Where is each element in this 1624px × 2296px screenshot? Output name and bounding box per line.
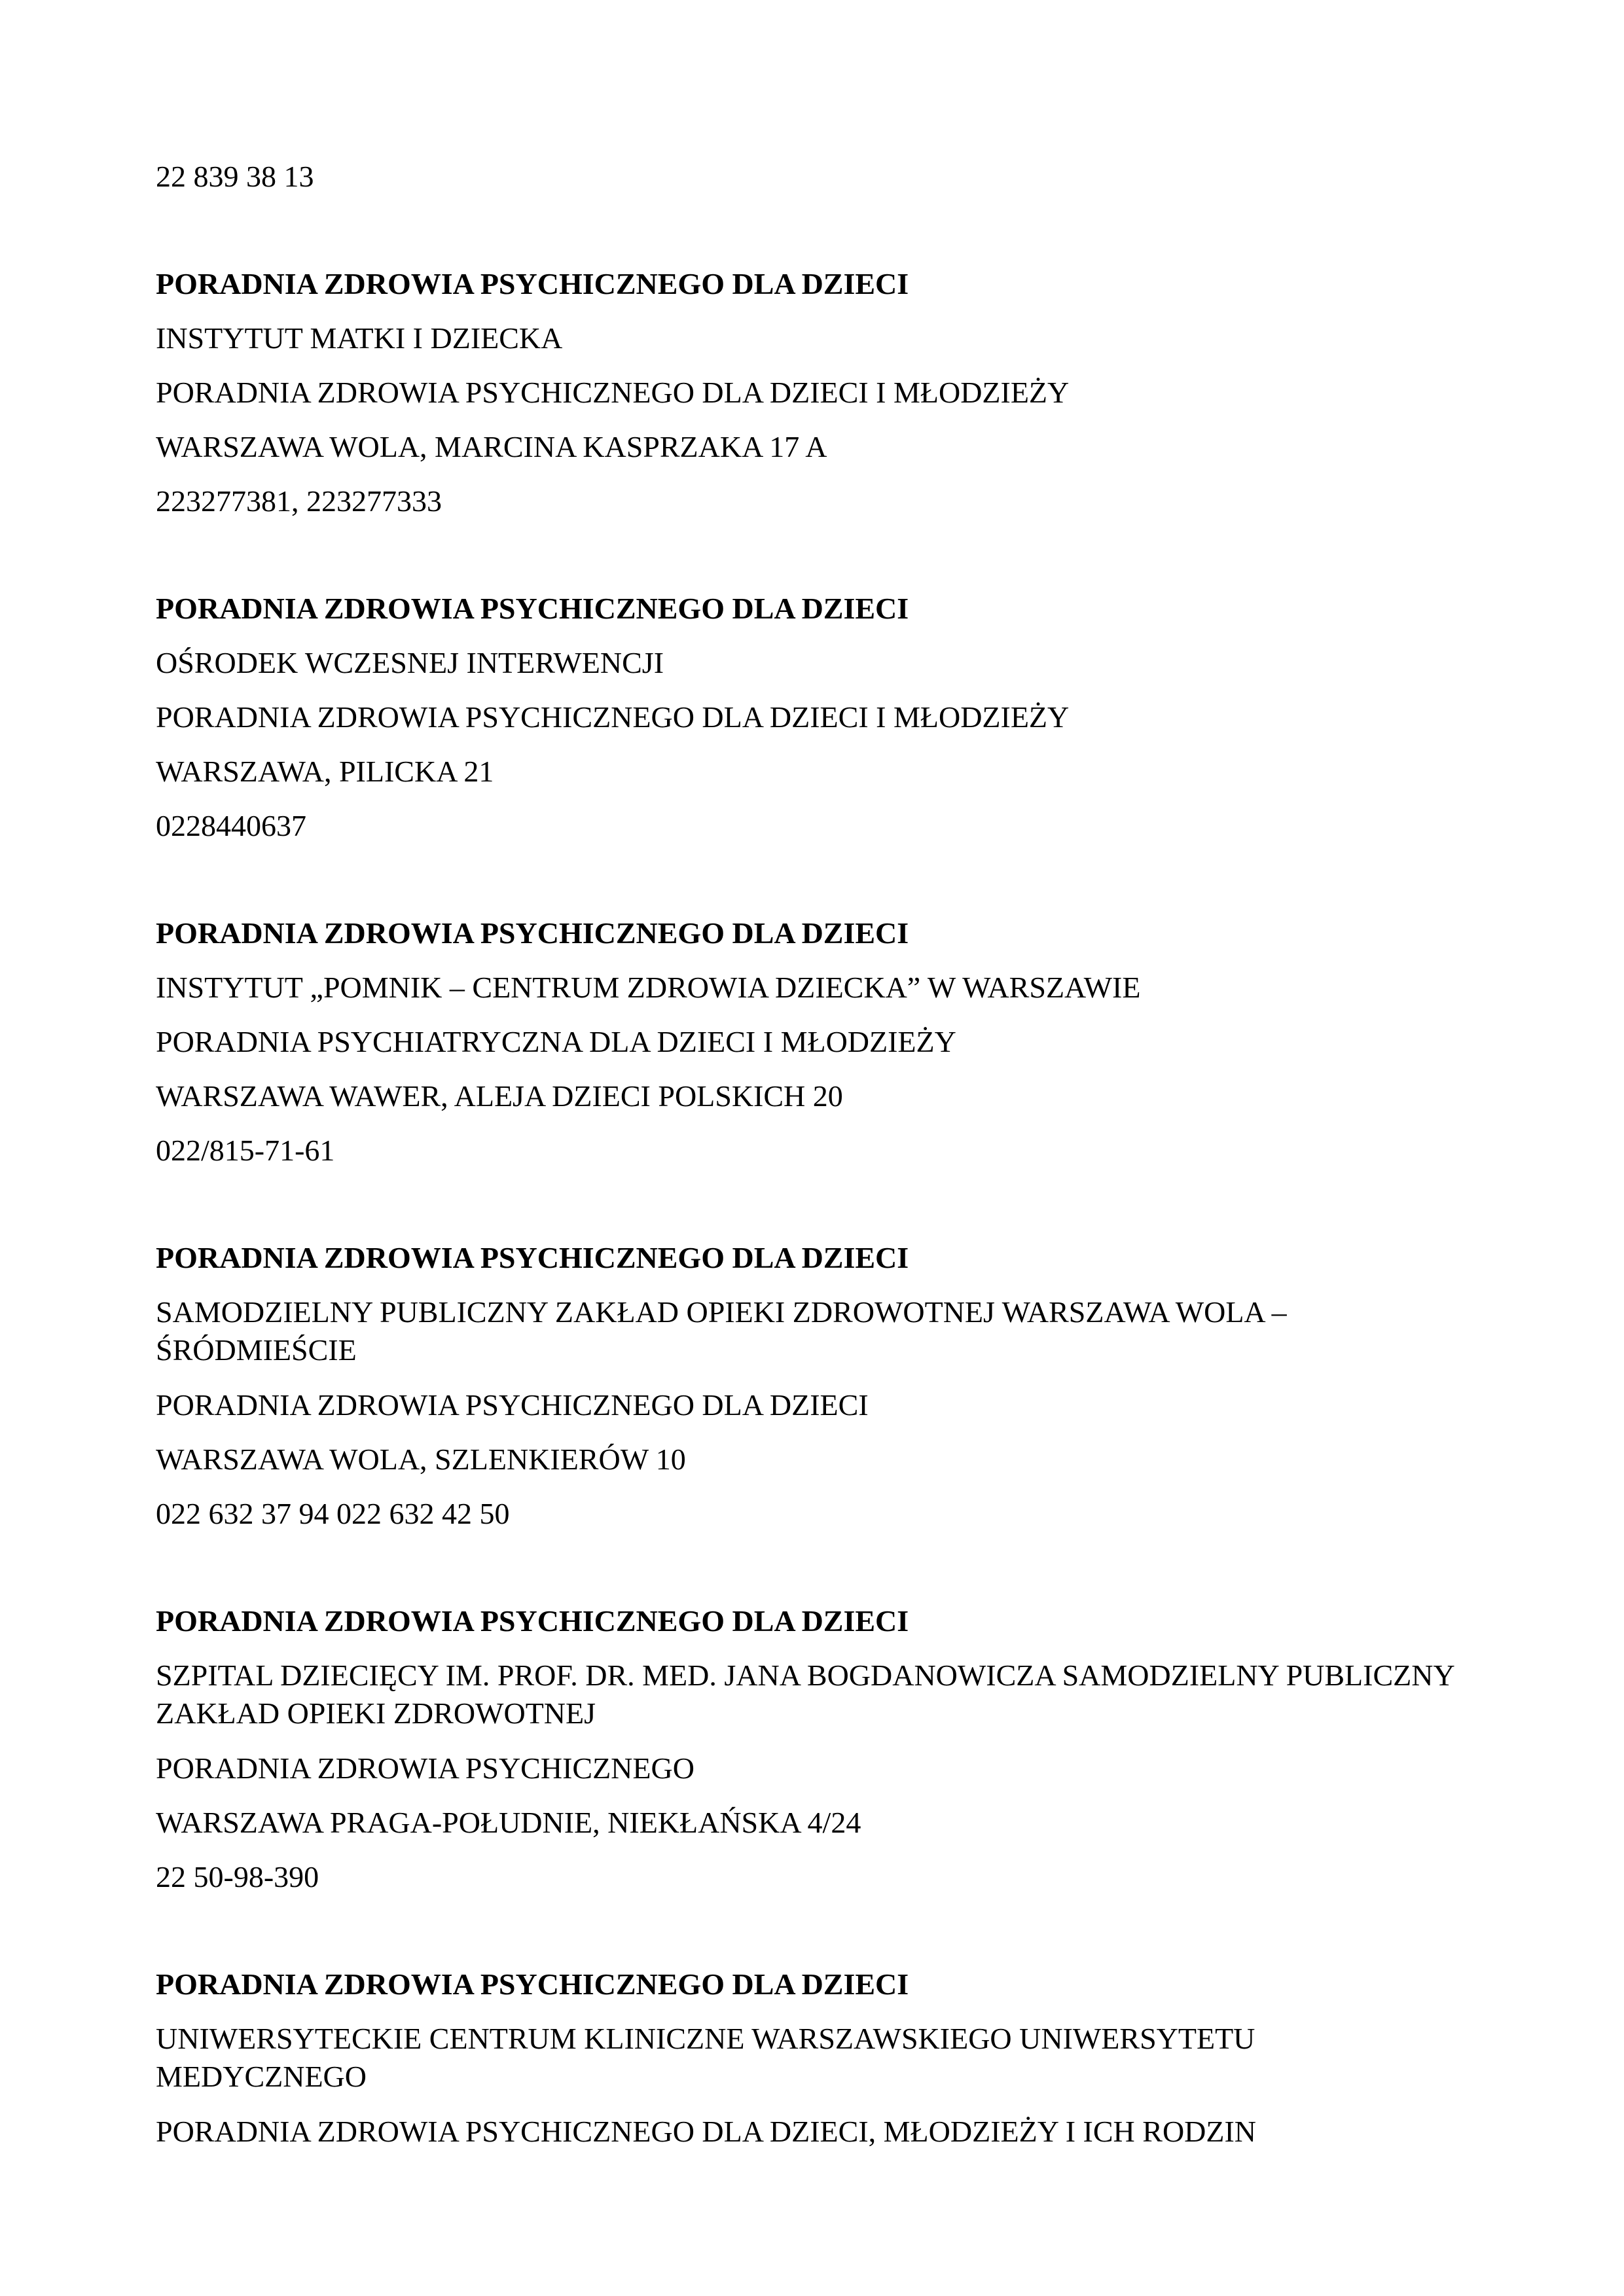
entry-1-heading: PORADNIA ZDROWIA PSYCHICZNEGO DLA DZIECI xyxy=(156,267,909,300)
entry-4-heading: PORADNIA ZDROWIA PSYCHICZNEGO DLA DZIECI xyxy=(156,1241,909,1274)
entry-4-clinic: PORADNIA ZDROWIA PSYCHICZNEGO DLA DZIECI xyxy=(156,1388,869,1422)
entry-5-phone: 22 50-98-390 xyxy=(156,1860,319,1893)
entry-1-clinic: PORADNIA ZDROWIA PSYCHICZNEGO DLA DZIECI I MŁODZIEŻY xyxy=(156,376,1070,409)
entry-1-institution: INSTYTUT MATKI I DZIECKA xyxy=(156,321,563,355)
entry-2-heading: PORADNIA ZDROWIA PSYCHICZNEGO DLA DZIECI xyxy=(156,592,909,625)
entry-5-institution: SZPITAL DZIECIĘCY IM. PROF. DR. MED. JANA BOGDANOWICZA SAMODZIELNY PUBLICZNY ZAKŁAD OPIEKI ZDROWOTNEJ xyxy=(156,1659,1454,1730)
entry-2-clinic: PORADNIA ZDROWIA PSYCHICZNEGO DLA DZIECI I MŁODZIEŻY xyxy=(156,700,1070,734)
entry-4-institution: SAMODZIELNY PUBLICZNY ZAKŁAD OPIEKI ZDROWOTNEJ WARSZAWA WOLA – ŚRÓDMIEŚCIE xyxy=(156,1295,1287,1367)
entry-3-address: WARSZAWA WAWER, ALEJA DZIECI POLSKICH 20 xyxy=(156,1079,843,1113)
entry-2-phone: 0228440637 xyxy=(156,809,306,842)
entry-4-address: WARSZAWA WOLA, SZLENKIERÓW 10 xyxy=(156,1443,686,1476)
entry-3-heading: PORADNIA ZDROWIA PSYCHICZNEGO DLA DZIECI xyxy=(156,916,909,950)
entry-6-heading: PORADNIA ZDROWIA PSYCHICZNEGO DLA DZIECI xyxy=(156,1967,909,2001)
entry-4-phone: 022 632 37 94 022 632 42 50 xyxy=(156,1497,510,1530)
entry-5-clinic: PORADNIA ZDROWIA PSYCHICZNEGO xyxy=(156,1751,695,1785)
entry-3-institution: INSTYTUT „POMNIK – CENTRUM ZDROWIA DZIECKA” W WARSZAWIE xyxy=(156,971,1141,1004)
entry-5-heading: PORADNIA ZDROWIA PSYCHICZNEGO DLA DZIECI xyxy=(156,1604,909,1638)
entry-5-address: WARSZAWA PRAGA-POŁUDNIE, NIEKŁAŃSKA 4/24 xyxy=(156,1806,861,1839)
entry-6-institution: UNIWERSYTECKIE CENTRUM KLINICZNE WARSZAWSKIEGO UNIWERSYTETU MEDYCZNEGO xyxy=(156,2022,1255,2093)
entry-3-phone: 022/815-71-61 xyxy=(156,1134,335,1167)
top-phone-number: 22 839 38 13 xyxy=(156,160,314,193)
entry-2-address: WARSZAWA, PILICKA 21 xyxy=(156,755,494,788)
entry-1-address: WARSZAWA WOLA, MARCINA KASPRZAKA 17 A xyxy=(156,430,827,463)
entry-6-clinic: PORADNIA ZDROWIA PSYCHICZNEGO DLA DZIECI, MŁODZIEŻY I ICH RODZIN xyxy=(156,2115,1257,2148)
entry-2-institution: OŚRODEK WCZESNEJ INTERWENCJI xyxy=(156,646,664,679)
entry-3-clinic: PORADNIA PSYCHIATRYCZNA DLA DZIECI I MŁODZIEŻY xyxy=(156,1025,956,1058)
entry-1-phone: 223277381, 223277333 xyxy=(156,484,442,518)
